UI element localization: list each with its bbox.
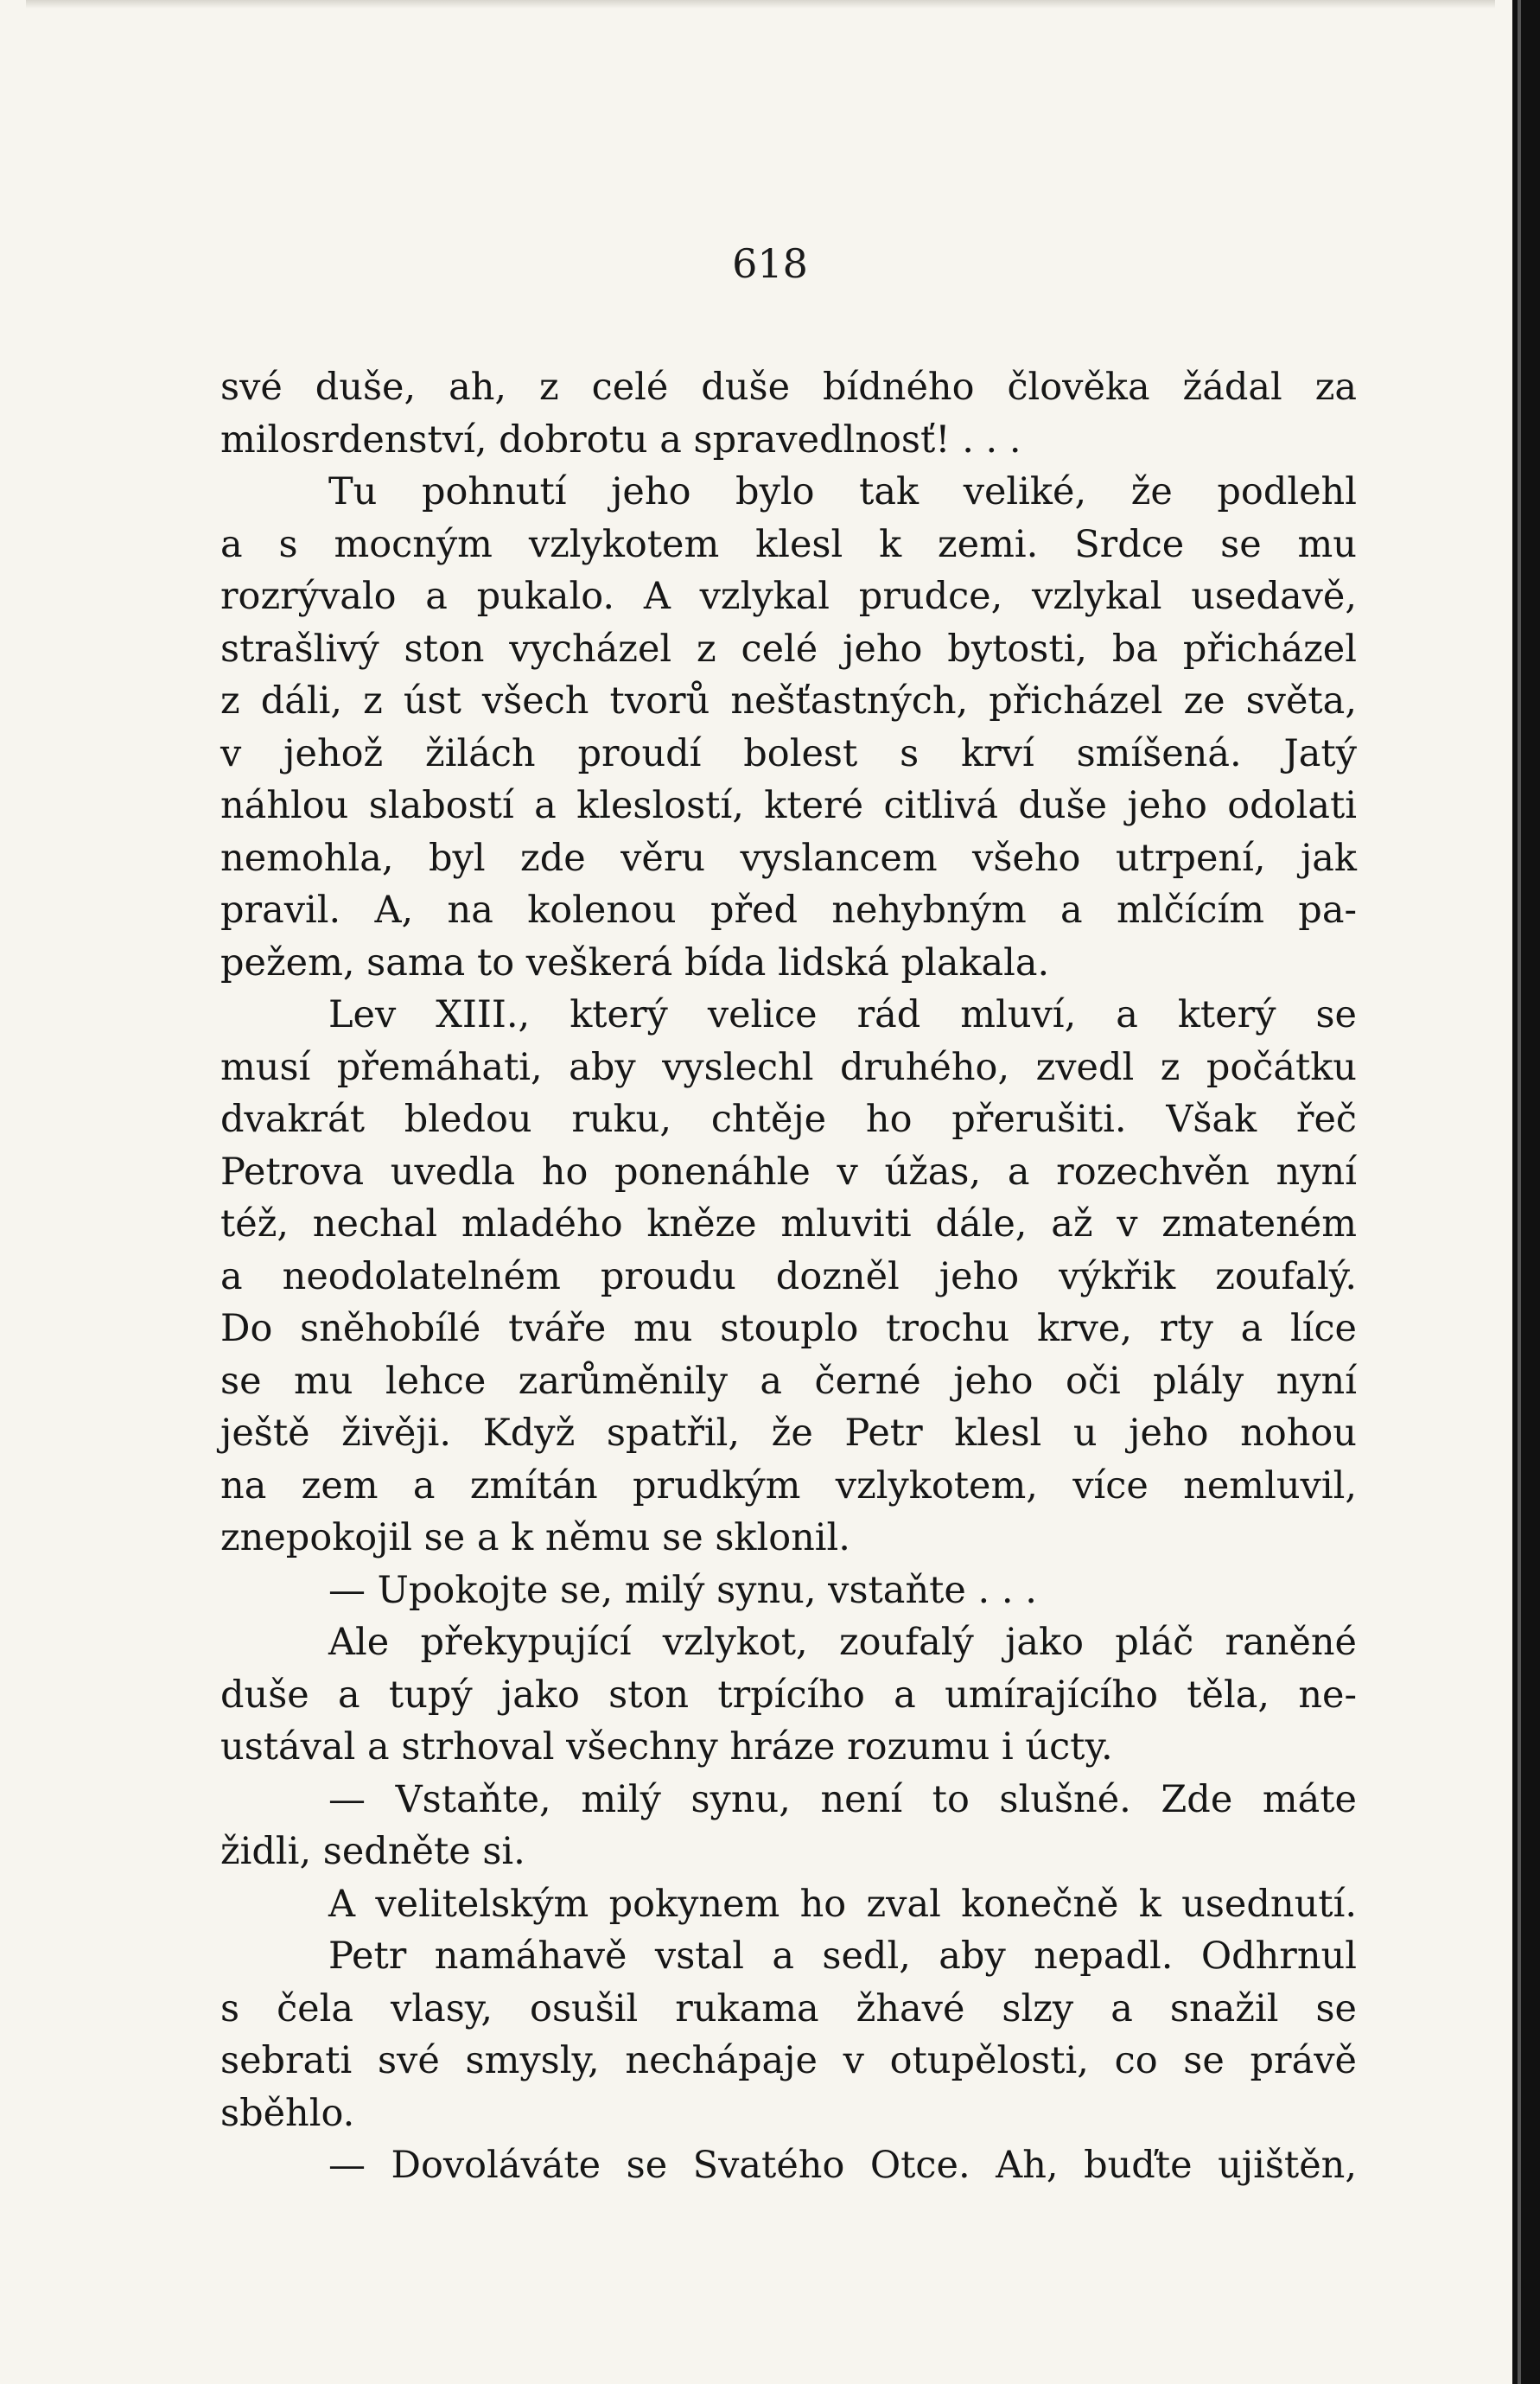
text-line: sběhlo. [220,2091,355,2135]
text-line: ještě živěji. Když spatřil, že Petr klesl u jeho nohou [220,1412,1357,1455]
text-line: — Dovoláváte se Svatého Otce. Ah, buďte ujištěn, [328,2144,1357,2187]
body-text [220,361,1357,2192]
text-line: pravil. A, na kolenou před nehybným a mlčícím pa- [220,889,1357,932]
text-line: A velitelským pokynem ho zval konečně k usednutí. [328,1882,1357,1926]
scan-binding-edge [1512,0,1540,2384]
text-line: dvakrát bledou ruku, chtěje ho přerušiti. Však řeč [220,1098,1357,1141]
text-line: z dáli, z úst všech tvorů nešťastných, přicházel ze světa, [220,679,1357,723]
text-line: sebrati své smysly, nechápaje v otupělosti, co se právě [220,2039,1357,2082]
text-line: znepokojil se a k němu se sklonil. [220,1516,850,1559]
text-line: a neodolatelném proudu dozněl jeho výkřik zoufalý. [220,1254,1357,1298]
page-number: 618 [732,240,808,287]
text-line: — Upokojte se, milý synu, vstaňte . . . [328,1568,1037,1612]
text-line: strašlivý ston vycházel z celé jeho bytosti, ba přicházel [220,627,1357,671]
text-line: židli, sedněte si. [220,1830,525,1873]
text-line: na zem a zmítán prudkým vzlykotem, více nemluvil, [220,1463,1357,1508]
text-line: duše a tupý jako ston trpícího a umírajícího těla, ne- [220,1673,1357,1717]
text-line: své duše, ah, z celé duše bídného člověka žádal za [220,366,1357,409]
text-line: Lev XIII., který velice rád mluví, a který se [328,993,1357,1036]
text-line: pežem, sama to veškerá bída lidská plakala. [220,940,1050,985]
text-line: Do sněhobílé tváře mu stouplo trochu krve, rty a líce [220,1307,1357,1350]
text-line: — Vstaňte, milý synu, není to slušné. Zde máte [328,1777,1357,1821]
text-line: Petrova uvedla ho ponenáhle v úžas, a rozechvěn nyní [220,1150,1357,1194]
text-line: v jehož žilách proudí bolest s krví smíšená. Jatý [220,731,1357,775]
text-line: rozrývalo a pukalo. A vzlykal prudce, vzlykal usedavě, [220,575,1357,618]
text-line: též, nechal mladého kněze mluviti dále, až v zmateném [220,1202,1357,1246]
text-line: Ale překypující vzlykot, zoufalý jako pláč raněné [328,1621,1357,1664]
text-line: ustával a strhoval všechny hráze rozumu i úcty. [220,1725,1113,1769]
text-line: Petr namáhavě vstal a sedl, aby nepadl. Odhrnul [328,1935,1357,1978]
text-line: a s mocným vzlykotem klesl k zemi. Srdce se mu [220,522,1357,566]
text-line: se mu lehce zarůměnily a černé jeho oči plály nyní [220,1359,1357,1403]
text-line: musí přemáhati, aby vyslechl druhého, zvedl z počátku [220,1045,1357,1089]
text-line: milosrdenství, dobrotu a spravedlnosť! . . . [220,418,1021,462]
text-line: s čela vlasy, osušil rukama žhavé slzy a snažil se [220,1986,1357,2030]
text-line: Tu pohnutí jeho bylo tak veliké, že podlehl [328,470,1357,513]
scan-top-edge [26,0,1495,9]
text-line: náhlou slabostí a kleslostí, které citlivá duše jeho odolati [220,784,1357,827]
text-line: nemohla, byl zde věru vyslancem všeho utrpení, jak [220,836,1357,880]
